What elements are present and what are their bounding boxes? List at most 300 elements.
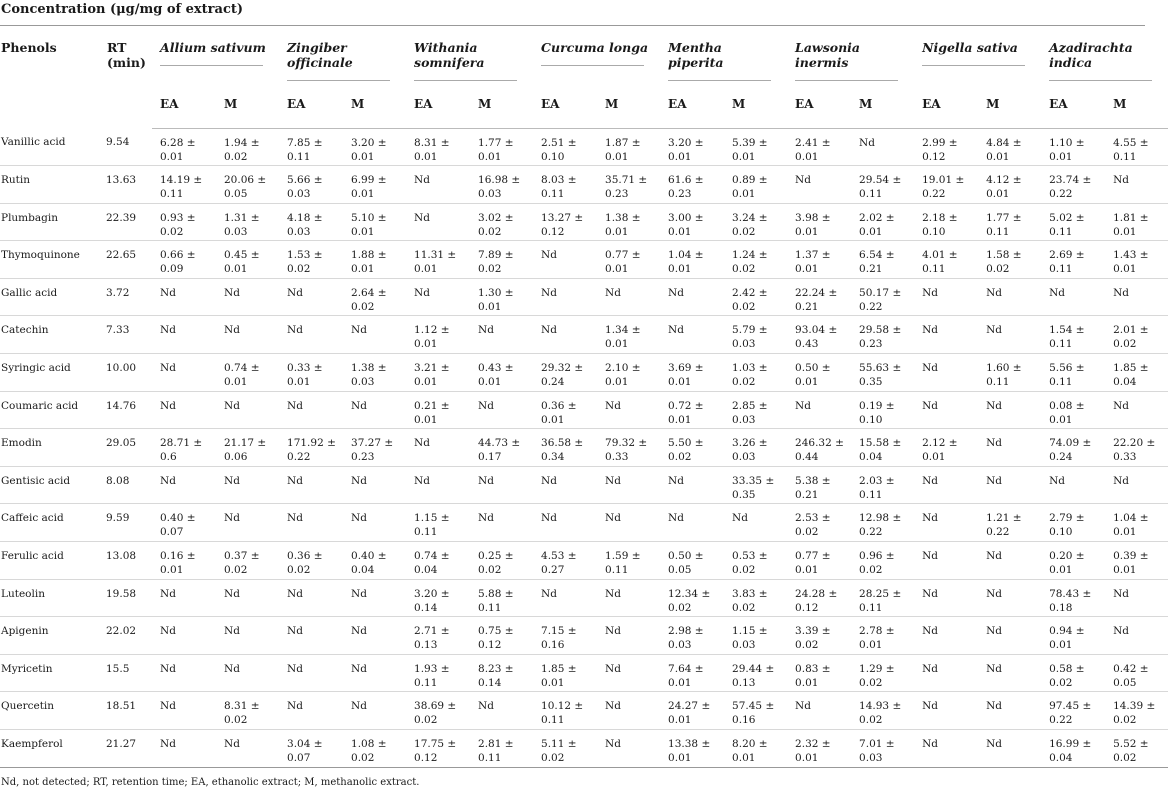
cell-m-value: Nd: [978, 429, 1041, 467]
phenol-name: Coumaric acid: [0, 391, 106, 429]
cell-m-value: 0.37 ± 0.02: [216, 542, 279, 580]
cell-ea-value: 4.18 ± 0.03: [279, 203, 343, 241]
cell-ea-value: 0.16 ± 0.01: [152, 542, 216, 580]
cell-m-value: Nd: [1105, 391, 1168, 429]
header-species-label: Nigella sativa: [922, 40, 1018, 55]
cell-m-value: Nd: [1105, 166, 1168, 204]
cell-ea-value: Nd: [279, 654, 343, 692]
cell-ea-value: Nd: [660, 466, 724, 504]
cell-ea-value: 5.38 ± 0.21: [787, 466, 851, 504]
cell-m-value: Nd: [343, 316, 406, 354]
table-row: [0, 730, 1168, 768]
cell-m-value: Nd: [343, 654, 406, 692]
cell-ea-value: 5.56 ± 0.11: [1041, 354, 1105, 392]
cell-ea-value: 0.93 ± 0.02: [152, 203, 216, 241]
cell-m-value: 8.23 ± 0.14: [470, 654, 533, 692]
cell-ea-value: 1.53 ± 0.02: [279, 241, 343, 279]
cell-ea-value: 0.66 ± 0.09: [152, 241, 216, 279]
cell-ea-value: 8.31 ± 0.01: [406, 128, 470, 166]
cell-m-value: Nd: [851, 128, 914, 166]
cell-ea-value: 1.12 ± 0.01: [406, 316, 470, 354]
cell-ea-value: 0.20 ± 0.01: [1041, 542, 1105, 580]
cell-ea-value: 5.11 ± 0.02: [533, 730, 597, 768]
cell-m-value: Nd: [978, 617, 1041, 655]
cell-ea-value: Nd: [787, 166, 851, 204]
cell-m-value: 8.20 ± 0.01: [724, 730, 787, 768]
cell-ea-value: 0.58 ± 0.02: [1041, 654, 1105, 692]
cell-ea-value: 2.41 ± 0.01: [787, 128, 851, 166]
cell-ea-value: Nd: [279, 579, 343, 617]
cell-m-value: 3.26 ± 0.03: [724, 429, 787, 467]
phenol-name: Quercetin: [0, 692, 106, 730]
cell-m-value: 29.58 ± 0.23: [851, 316, 914, 354]
cell-m-value: 2.64 ± 0.02: [343, 278, 406, 316]
cell-m-value: 1.87 ± 0.01: [597, 128, 660, 166]
cell-m-value: Nd: [978, 654, 1041, 692]
table-row: [0, 354, 1168, 392]
cell-ea-value: 29.32 ± 0.24: [533, 354, 597, 392]
cell-m-value: Nd: [216, 654, 279, 692]
cell-m-value: Nd: [216, 391, 279, 429]
cell-ea-value: 0.50 ± 0.05: [660, 542, 724, 580]
cell-ea-value: 1.93 ± 0.11: [406, 654, 470, 692]
cell-ea-value: Nd: [660, 278, 724, 316]
phenol-name: Vanillic acid: [0, 128, 106, 166]
cell-ea-value: 0.21 ± 0.01: [406, 391, 470, 429]
cell-ea-value: Nd: [533, 316, 597, 354]
table-row: [0, 617, 1168, 655]
table-row: [0, 466, 1168, 504]
cell-ea-value: Nd: [152, 692, 216, 730]
cell-m-value: Nd: [597, 391, 660, 429]
cell-ea-value: 2.51 ± 0.10: [533, 128, 597, 166]
cell-ea-value: 3.39 ± 0.02: [787, 617, 851, 655]
cell-m-value: 1.31 ± 0.03: [216, 203, 279, 241]
retention-time: 10.00: [106, 354, 152, 392]
table-row: [0, 504, 1168, 542]
cell-ea-value: 93.04 ± 0.43: [787, 316, 851, 354]
header-m: M: [470, 84, 533, 128]
retention-time: 22.65: [106, 241, 152, 279]
cell-m-value: 28.25 ± 0.11: [851, 579, 914, 617]
cell-ea-value: 12.34 ± 0.02: [660, 579, 724, 617]
cell-ea-value: 0.36 ± 0.02: [279, 542, 343, 580]
cell-ea-value: 24.27 ± 0.01: [660, 692, 724, 730]
cell-ea-value: Nd: [406, 203, 470, 241]
cell-m-value: 1.88 ± 0.01: [343, 241, 406, 279]
cell-ea-value: 3.20 ± 0.14: [406, 579, 470, 617]
cell-ea-value: 0.40 ± 0.07: [152, 504, 216, 542]
header-species-lawsonia-inermis: [787, 26, 914, 84]
cell-m-value: Nd: [978, 730, 1041, 768]
cell-m-value: 5.10 ± 0.01: [343, 203, 406, 241]
retention-time: 8.08: [106, 466, 152, 504]
cell-ea-value: 246.32 ± 0.44: [787, 429, 851, 467]
cell-ea-value: 1.04 ± 0.01: [660, 241, 724, 279]
phenol-name: Emodin: [0, 429, 106, 467]
cell-ea-value: 171.92 ± 0.22: [279, 429, 343, 467]
header-species-nigella-sativa: [914, 26, 1041, 84]
retention-time: 14.76: [106, 391, 152, 429]
table-row: [0, 579, 1168, 617]
cell-m-value: 3.24 ± 0.02: [724, 203, 787, 241]
cell-ea-value: Nd: [279, 617, 343, 655]
cell-m-value: 57.45 ± 0.16: [724, 692, 787, 730]
phenol-name: Myricetin: [0, 654, 106, 692]
retention-time: 22.39: [106, 203, 152, 241]
header-species-allium-sativum: [152, 26, 279, 84]
cell-ea-value: 1.85 ± 0.01: [533, 654, 597, 692]
cell-m-value: Nd: [343, 692, 406, 730]
header-divider: [1049, 80, 1152, 81]
table-body: [0, 128, 1168, 767]
cell-ea-value: 0.94 ± 0.01: [1041, 617, 1105, 655]
cell-m-value: Nd: [978, 316, 1041, 354]
header-species-label: Zingiber officinale: [287, 40, 353, 70]
cell-m-value: 20.06 ± 0.05: [216, 166, 279, 204]
cell-m-value: 2.02 ± 0.01: [851, 203, 914, 241]
table-row: [0, 316, 1168, 354]
cell-m-value: 14.93 ± 0.02: [851, 692, 914, 730]
cell-ea-value: 0.77 ± 0.01: [787, 542, 851, 580]
cell-m-value: 6.99 ± 0.01: [343, 166, 406, 204]
cell-m-value: 16.98 ± 0.03: [470, 166, 533, 204]
cell-ea-value: 5.02 ± 0.11: [1041, 203, 1105, 241]
phenol-name: Caffeic acid: [0, 504, 106, 542]
cell-m-value: Nd: [1105, 466, 1168, 504]
cell-ea-value: 10.12 ± 0.11: [533, 692, 597, 730]
cell-m-value: 7.01 ± 0.03: [851, 730, 914, 768]
header-m: M: [978, 84, 1041, 128]
cell-ea-value: 17.75 ± 0.12: [406, 730, 470, 768]
cell-m-value: Nd: [216, 466, 279, 504]
cell-m-value: 0.45 ± 0.01: [216, 241, 279, 279]
cell-ea-value: Nd: [533, 579, 597, 617]
retention-time: 29.05: [106, 429, 152, 467]
cell-ea-value: 14.19 ± 0.11: [152, 166, 216, 204]
phenol-name: Syringic acid: [0, 354, 106, 392]
header-species-mentha-piperita: [660, 26, 787, 84]
cell-ea-value: 97.45 ± 0.22: [1041, 692, 1105, 730]
cell-m-value: Nd: [597, 579, 660, 617]
cell-m-value: 2.42 ± 0.02: [724, 278, 787, 316]
cell-m-value: Nd: [978, 466, 1041, 504]
retention-time: 7.33: [106, 316, 152, 354]
table-footnote: Nd, not detected; RT, retention time; EA, ethanolic extract; M, methanolic extract.: [1, 776, 420, 788]
header-ea: EA: [406, 84, 470, 128]
header-m: M: [851, 84, 914, 128]
cell-ea-value: 74.09 ± 0.24: [1041, 429, 1105, 467]
cell-m-value: 1.38 ± 0.03: [343, 354, 406, 392]
cell-ea-value: 2.18 ± 0.10: [914, 203, 978, 241]
cell-ea-value: 7.85 ± 0.11: [279, 128, 343, 166]
header-species-zingiber-officinale: [279, 26, 406, 84]
phenol-name: Gallic acid: [0, 278, 106, 316]
cell-ea-value: 2.12 ± 0.01: [914, 429, 978, 467]
cell-ea-value: Nd: [152, 354, 216, 392]
cell-m-value: Nd: [597, 654, 660, 692]
cell-ea-value: 1.54 ± 0.11: [1041, 316, 1105, 354]
header-divider: [414, 80, 517, 81]
cell-m-value: 29.54 ± 0.11: [851, 166, 914, 204]
cell-m-value: 29.44 ± 0.13: [724, 654, 787, 692]
phenol-name: Plumbagin: [0, 203, 106, 241]
phenol-name: Rutin: [0, 166, 106, 204]
cell-m-value: 1.30 ± 0.01: [470, 278, 533, 316]
header-divider: [287, 80, 390, 81]
cell-ea-value: Nd: [914, 542, 978, 580]
cell-ea-value: 2.32 ± 0.01: [787, 730, 851, 768]
cell-ea-value: Nd: [279, 692, 343, 730]
phenol-name: Luteolin: [0, 579, 106, 617]
cell-m-value: 1.77 ± 0.11: [978, 203, 1041, 241]
cell-ea-value: Nd: [1041, 278, 1105, 316]
retention-time: 22.02: [106, 617, 152, 655]
header-m: M: [597, 84, 660, 128]
cell-ea-value: Nd: [1041, 466, 1105, 504]
cell-m-value: 0.75 ± 0.12: [470, 617, 533, 655]
cell-ea-value: 13.38 ± 0.01: [660, 730, 724, 768]
table-row: [0, 166, 1168, 204]
phenol-name: Apigenin: [0, 617, 106, 655]
cell-m-value: 3.83 ± 0.02: [724, 579, 787, 617]
retention-time: 15.5: [106, 654, 152, 692]
cell-ea-value: 2.71 ± 0.13: [406, 617, 470, 655]
cell-ea-value: Nd: [279, 278, 343, 316]
cell-ea-value: 3.20 ± 0.01: [660, 128, 724, 166]
cell-m-value: 4.55 ± 0.11: [1105, 128, 1168, 166]
cell-ea-value: 7.15 ± 0.16: [533, 617, 597, 655]
cell-m-value: 3.20 ± 0.01: [343, 128, 406, 166]
table-row: [0, 391, 1168, 429]
cell-ea-value: 23.74 ± 0.22: [1041, 166, 1105, 204]
header-species-curcuma-longa: [533, 26, 660, 84]
cell-ea-value: 3.69 ± 0.01: [660, 354, 724, 392]
header-ea: EA: [787, 84, 851, 128]
cell-ea-value: 1.10 ± 0.01: [1041, 128, 1105, 166]
cell-m-value: 0.25 ± 0.02: [470, 542, 533, 580]
cell-m-value: 4.12 ± 0.01: [978, 166, 1041, 204]
cell-m-value: 1.29 ± 0.02: [851, 654, 914, 692]
header-divider: [795, 80, 898, 81]
cell-ea-value: Nd: [533, 466, 597, 504]
cell-ea-value: 4.01 ± 0.11: [914, 241, 978, 279]
header-rt: RT (min): [107, 40, 146, 70]
cell-m-value: Nd: [343, 504, 406, 542]
cell-m-value: 0.74 ± 0.01: [216, 354, 279, 392]
cell-ea-value: 2.53 ± 0.02: [787, 504, 851, 542]
cell-m-value: 1.34 ± 0.01: [597, 316, 660, 354]
cell-ea-value: Nd: [279, 466, 343, 504]
cell-m-value: 79.32 ± 0.33: [597, 429, 660, 467]
cell-ea-value: Nd: [914, 391, 978, 429]
retention-time: 13.08: [106, 542, 152, 580]
header-ea: EA: [660, 84, 724, 128]
cell-ea-value: 3.00 ± 0.01: [660, 203, 724, 241]
header-m: M: [216, 84, 279, 128]
cell-m-value: 1.60 ± 0.11: [978, 354, 1041, 392]
cell-m-value: 0.42 ± 0.05: [1105, 654, 1168, 692]
cell-m-value: Nd: [470, 391, 533, 429]
cell-ea-value: Nd: [660, 504, 724, 542]
cell-ea-value: 19.01 ± 0.22: [914, 166, 978, 204]
table-row: [0, 429, 1168, 467]
cell-ea-value: 0.36 ± 0.01: [533, 391, 597, 429]
cell-ea-value: Nd: [914, 504, 978, 542]
cell-ea-value: Nd: [914, 617, 978, 655]
cell-m-value: Nd: [470, 316, 533, 354]
cell-m-value: 8.31 ± 0.02: [216, 692, 279, 730]
cell-m-value: Nd: [1105, 579, 1168, 617]
cell-ea-value: 0.83 ± 0.01: [787, 654, 851, 692]
cell-m-value: Nd: [597, 504, 660, 542]
cell-m-value: 1.77 ± 0.01: [470, 128, 533, 166]
cell-ea-value: 11.31 ± 0.01: [406, 241, 470, 279]
header-ea: EA: [914, 84, 978, 128]
cell-ea-value: Nd: [152, 730, 216, 768]
cell-ea-value: 2.99 ± 0.12: [914, 128, 978, 166]
cell-m-value: 2.03 ± 0.11: [851, 466, 914, 504]
header-ea: EA: [152, 84, 216, 128]
cell-m-value: Nd: [978, 692, 1041, 730]
cell-m-value: Nd: [724, 504, 787, 542]
cell-ea-value: Nd: [533, 504, 597, 542]
cell-ea-value: 3.98 ± 0.01: [787, 203, 851, 241]
cell-ea-value: Nd: [914, 466, 978, 504]
cell-m-value: 35.71 ± 0.23: [597, 166, 660, 204]
table-row: [0, 278, 1168, 316]
table-row: [0, 542, 1168, 580]
header-species-label: Lawsonia inermis: [795, 40, 861, 70]
cell-ea-value: Nd: [914, 654, 978, 692]
cell-m-value: 0.77 ± 0.01: [597, 241, 660, 279]
cell-m-value: 1.03 ± 0.02: [724, 354, 787, 392]
cell-ea-value: 0.74 ± 0.04: [406, 542, 470, 580]
cell-m-value: 7.89 ± 0.02: [470, 241, 533, 279]
header-divider: [922, 65, 1025, 66]
table-row: [0, 654, 1168, 692]
cell-ea-value: 1.15 ± 0.11: [406, 504, 470, 542]
cell-m-value: 1.43 ± 0.01: [1105, 241, 1168, 279]
cell-m-value: Nd: [343, 466, 406, 504]
cell-m-value: 37.27 ± 0.23: [343, 429, 406, 467]
cell-m-value: Nd: [216, 617, 279, 655]
cell-m-value: Nd: [343, 617, 406, 655]
cell-ea-value: 78.43 ± 0.18: [1041, 579, 1105, 617]
retention-time: 13.63: [106, 166, 152, 204]
cell-ea-value: 3.21 ± 0.01: [406, 354, 470, 392]
cell-ea-value: 13.27 ± 0.12: [533, 203, 597, 241]
cell-ea-value: 2.79 ± 0.10: [1041, 504, 1105, 542]
header-species-label: Curcuma longa: [541, 40, 649, 55]
cell-ea-value: Nd: [279, 316, 343, 354]
cell-m-value: 5.88 ± 0.11: [470, 579, 533, 617]
cell-ea-value: 0.50 ± 0.01: [787, 354, 851, 392]
cell-m-value: 0.89 ± 0.01: [724, 166, 787, 204]
phenol-name: Gentisic acid: [0, 466, 106, 504]
cell-ea-value: 0.33 ± 0.01: [279, 354, 343, 392]
cell-m-value: Nd: [597, 617, 660, 655]
retention-time: 21.27: [106, 730, 152, 768]
phenol-name: Thymoquinone: [0, 241, 106, 279]
cell-ea-value: 1.37 ± 0.01: [787, 241, 851, 279]
cell-ea-value: Nd: [279, 391, 343, 429]
cell-m-value: Nd: [216, 730, 279, 768]
cell-m-value: Nd: [1105, 617, 1168, 655]
cell-ea-value: Nd: [152, 278, 216, 316]
header-species-azadirachta-indica: [1041, 26, 1168, 84]
table-row: [0, 241, 1168, 279]
cell-m-value: Nd: [1105, 278, 1168, 316]
phenol-name: Catechin: [0, 316, 106, 354]
retention-time: 3.72: [106, 278, 152, 316]
header-row-species: [0, 26, 1168, 84]
table-row: [0, 203, 1168, 241]
cell-m-value: 5.52 ± 0.02: [1105, 730, 1168, 768]
cell-m-value: Nd: [343, 391, 406, 429]
cell-m-value: Nd: [597, 730, 660, 768]
cell-m-value: 5.79 ± 0.03: [724, 316, 787, 354]
header-divider: [668, 80, 771, 81]
cell-m-value: Nd: [470, 504, 533, 542]
cell-m-value: Nd: [978, 542, 1041, 580]
cell-m-value: Nd: [216, 316, 279, 354]
cell-ea-value: 8.03 ± 0.11: [533, 166, 597, 204]
cell-m-value: 1.08 ± 0.02: [343, 730, 406, 768]
cell-ea-value: 0.72 ± 0.01: [660, 391, 724, 429]
cell-m-value: 3.02 ± 0.02: [470, 203, 533, 241]
cell-m-value: 21.17 ± 0.06: [216, 429, 279, 467]
cell-ea-value: 5.50 ± 0.02: [660, 429, 724, 467]
cell-m-value: Nd: [216, 579, 279, 617]
cell-m-value: 5.39 ± 0.01: [724, 128, 787, 166]
cell-ea-value: Nd: [914, 579, 978, 617]
cell-m-value: Nd: [597, 466, 660, 504]
cell-m-value: 44.73 ± 0.17: [470, 429, 533, 467]
cell-m-value: 15.58 ± 0.04: [851, 429, 914, 467]
cell-m-value: 14.39 ± 0.02: [1105, 692, 1168, 730]
cell-ea-value: Nd: [152, 579, 216, 617]
cell-ea-value: 36.58 ± 0.34: [533, 429, 597, 467]
header-ea: EA: [1041, 84, 1105, 128]
cell-ea-value: 5.66 ± 0.03: [279, 166, 343, 204]
phenol-concentration-table: [0, 26, 1168, 768]
cell-ea-value: 22.24 ± 0.21: [787, 278, 851, 316]
cell-m-value: Nd: [978, 278, 1041, 316]
cell-m-value: 2.01 ± 0.02: [1105, 316, 1168, 354]
cell-ea-value: Nd: [152, 654, 216, 692]
cell-ea-value: Nd: [152, 617, 216, 655]
cell-m-value: Nd: [978, 391, 1041, 429]
header-species-withania-somnifera: [406, 26, 533, 84]
header-divider: [160, 65, 263, 66]
header-m: M: [1105, 84, 1168, 128]
phenol-name: Ferulic acid: [0, 542, 106, 580]
cell-ea-value: 38.69 ± 0.02: [406, 692, 470, 730]
header-species-label: Mentha piperita: [668, 40, 724, 70]
cell-m-value: 22.20 ± 0.33: [1105, 429, 1168, 467]
cell-m-value: 1.04 ± 0.01: [1105, 504, 1168, 542]
header-row-extract: [0, 84, 1168, 128]
cell-ea-value: Nd: [279, 504, 343, 542]
cell-m-value: Nd: [597, 692, 660, 730]
cell-ea-value: Nd: [152, 391, 216, 429]
header-divider: [541, 65, 644, 66]
cell-ea-value: 3.04 ± 0.07: [279, 730, 343, 768]
cell-ea-value: Nd: [660, 316, 724, 354]
cell-m-value: 6.54 ± 0.21: [851, 241, 914, 279]
cell-m-value: Nd: [470, 466, 533, 504]
